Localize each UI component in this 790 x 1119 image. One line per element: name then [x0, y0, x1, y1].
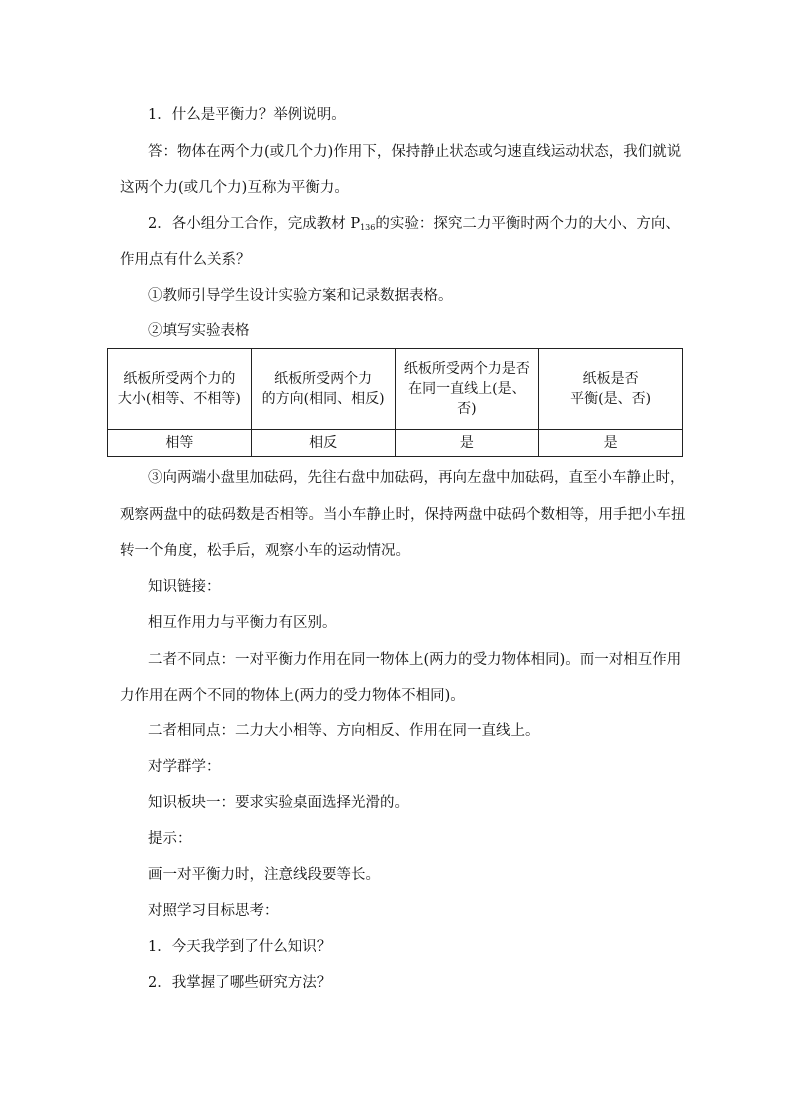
- q2-step2: ②填写实验表格: [148, 323, 250, 339]
- experiment-table: [107, 348, 683, 457]
- q2-line1-post: 的实验：探究二力平衡时两个力的大小、方向、: [375, 216, 680, 232]
- knowledge-same: 二者相同点：二力大小相等、方向相反、作用在同一直线上。: [148, 723, 540, 739]
- table-row: [108, 430, 683, 457]
- value-magnitude: 相等: [108, 430, 252, 457]
- q2-step1: ①教师引导学生设计实验方案和记录数据表格。: [148, 288, 453, 304]
- q1-question: 1．什么是平衡力？举例说明。: [148, 107, 346, 123]
- value-balanced: 是: [539, 430, 683, 457]
- q1-answer-line1: 答：物体在两个力(或几个力)作用下，保持静止状态或匀速直线运动状态，我们就说: [148, 144, 682, 160]
- header-balanced: 纸板是否 平衡(是、否): [539, 349, 683, 430]
- step3-line3: 转一个角度，松手后，观察小车的运动情况。: [120, 543, 410, 559]
- step3-line2: 观察两盘中的砝码数是否相等。当小车静止时，保持两盘中砝码个数相等，用手把小车扭: [120, 507, 686, 523]
- step3-line1: ③向两端小盘里加砝码，先往右盘中加砝码，再向左盘中加砝码，直至小车静止时，: [148, 470, 685, 486]
- value-same-line: 是: [395, 430, 539, 457]
- q2-line2: 作用点有什么关系？: [120, 252, 251, 268]
- knowledge-diff-line2: 力作用在两个不同的物体上(两力的受力物体不相同)。: [120, 688, 465, 704]
- peer-hint: 画一对平衡力时，注意线段要等长。: [148, 867, 380, 883]
- page-subscript: 136: [360, 223, 376, 232]
- peer-hint-title: 提示：: [148, 831, 192, 847]
- header-force-direction: 纸板所受两个力 的方向(相同、相反): [251, 349, 395, 430]
- reflect-q2: 2．我掌握了哪些研究方法？: [148, 975, 332, 991]
- peer-block1: 知识板块一：要求实验桌面选择光滑的。: [148, 795, 409, 811]
- q2-line1-pre: 2．各小组分工合作，完成教材 P: [148, 216, 361, 232]
- knowledge-diff-line1: 二者不同点：一对平衡力作用在同一物体上(两力的受力物体相同)。而一对相互作用: [148, 652, 682, 668]
- reflect-q1: 1．今天我学到了什么知识？: [148, 939, 332, 955]
- q1-answer-line2: 这两个力(或几个力)互称为平衡力。: [120, 180, 349, 196]
- knowledge-p1: 相互作用力与平衡力有区别。: [148, 615, 337, 631]
- header-force-magnitude: 纸板所受两个力的 大小(相等、不相等): [108, 349, 252, 430]
- table-header-row: [108, 349, 683, 430]
- peer-title: 对学群学：: [148, 759, 221, 775]
- q2-line1: [148, 214, 680, 238]
- value-direction: 相反: [251, 430, 395, 457]
- knowledge-title: 知识链接：: [148, 579, 221, 595]
- reflect-title: 对照学习目标思考：: [148, 903, 279, 919]
- header-same-line: 纸板所受两个力是否 在同一直线上(是、 否): [395, 349, 539, 430]
